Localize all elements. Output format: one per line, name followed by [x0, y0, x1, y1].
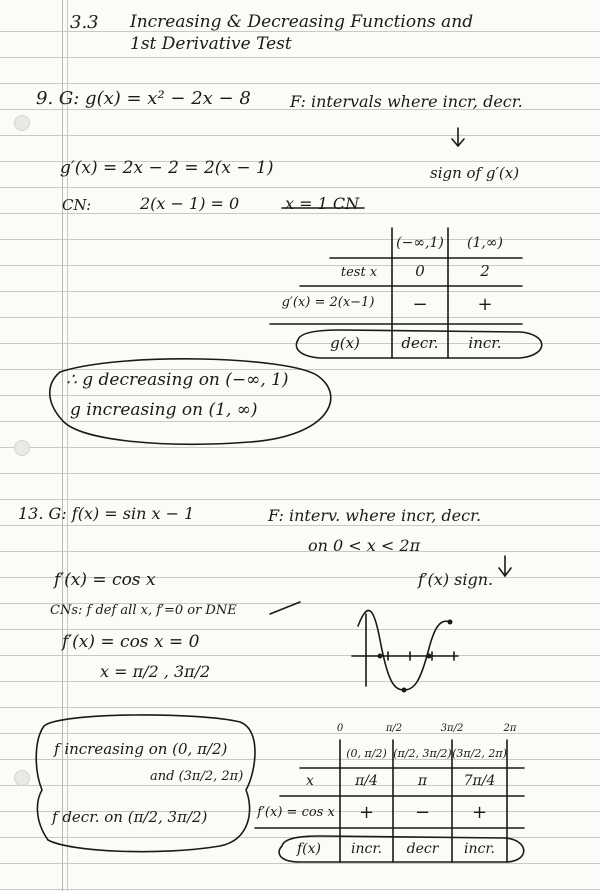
table2-row-label: f′(x) = cos x [257, 805, 335, 820]
table1-cell: − [412, 294, 428, 315]
problem-9-derivative: g′(x) = 2x − 2 = 2(x − 1) [60, 158, 274, 178]
table1-cell: 2 [480, 262, 490, 280]
problem-13-critical-values: x = π/2 , 3π/2 [100, 662, 211, 681]
table2-cell: incr. [464, 841, 495, 857]
problem-13-find: F: interv. where incr, decr. [268, 506, 482, 525]
table1-row-label: g′(x) = 2(x−1) [281, 295, 375, 310]
table2-col-header: (π/2, 3π/2) [393, 747, 452, 760]
table2-boundary: 0 [336, 723, 344, 734]
problem-13-sign-note: f′(x) sign. [418, 570, 494, 589]
problem-9-critical-equation: 2(x − 1) = 0 [140, 194, 240, 213]
problem-13-domain: on 0 < x < 2π [308, 536, 421, 555]
page-title-line2: 1st Derivative Test [130, 34, 292, 54]
problem-13-conclusion: f increasing on (0, π/2) [54, 740, 228, 758]
problem-13-critical-label: CNs: f def all x, f′=0 or DNE [50, 603, 237, 618]
section-number: 3.3 [70, 12, 99, 33]
table1-cell: decr. [401, 334, 439, 352]
problem-13-derivative: f′(x) = cos x [54, 570, 156, 590]
problem-13-given: 13. G: f(x) = sin x − 1 [18, 504, 195, 523]
page-title: Increasing & Decreasing Functions and [130, 12, 474, 32]
table2-cell: 7π/4 [463, 773, 496, 789]
table2-row-label: x [306, 773, 314, 789]
problem-9-given: 9. G: g(x) = x² − 2x − 8 [36, 88, 251, 109]
table2-cell: + [358, 802, 375, 823]
table2-boundary: π/2 [385, 723, 403, 734]
table2-cell: decr [406, 841, 439, 857]
table2-cell: − [414, 802, 431, 823]
table1-cell: + [477, 294, 493, 315]
table2-col-header: (3π/2, 2π) [452, 747, 507, 760]
table2-cell: π/4 [355, 773, 378, 789]
problem-9-conclusion: ∴ g decreasing on (−∞, 1) [66, 370, 289, 390]
table2-col-header: (0, π/2) [346, 747, 387, 760]
problem-9-critical-label: CN: [62, 196, 92, 214]
table2-cell: incr. [351, 841, 382, 857]
table2-boundary: 3π/2 [440, 723, 464, 734]
table2-cell: + [471, 802, 488, 823]
problem-13-conclusion: and (3π/2, 2π) [150, 769, 244, 784]
table2-boundary: 2π [503, 723, 517, 734]
problem-9-sign-note: sign of g′(x) [430, 164, 520, 182]
table1-cell: incr. [468, 334, 502, 352]
problem-9-conclusion: g increasing on (1, ∞) [70, 400, 258, 420]
table1-row-label: test x [340, 265, 378, 280]
problem-9-critical-value: x = 1 CN [285, 194, 360, 213]
problem-13-critical-equation: f′(x) = cos x = 0 [62, 632, 200, 652]
table1-col-header: (−∞,1) [396, 235, 444, 251]
table1-col-header: (1,∞) [467, 235, 503, 251]
problem-9-find: F: intervals where incr, decr. [290, 92, 523, 111]
table2-row-label: f(x) [296, 841, 321, 857]
table2-cell: π [417, 773, 428, 789]
table1-row-label: g(x) [330, 334, 360, 352]
problem-13-conclusion: f decr. on (π/2, 3π/2) [52, 808, 208, 826]
table1-cell: 0 [415, 262, 425, 280]
